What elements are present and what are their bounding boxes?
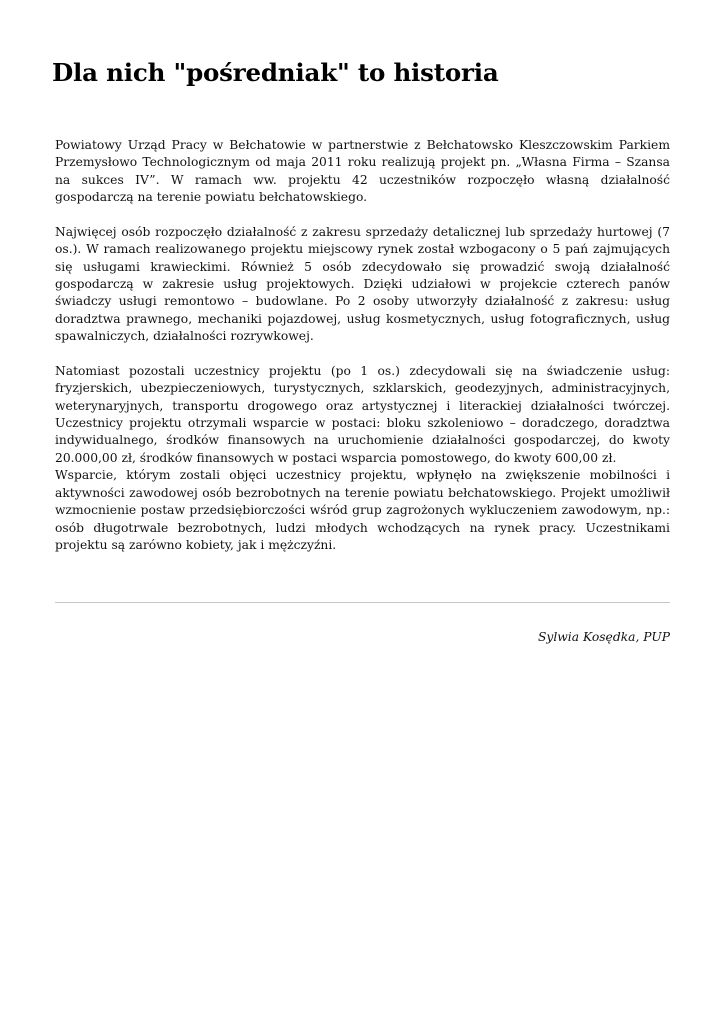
article-paragraph-1: Powiatowy Urząd Pracy w Bełchatowie w partnerstwie z Bełchatowsko Kleszczowskim Parkiem Przemysłowo Technologicznym od maja 2011 roku realizują projekt pn. „Własna Firma – Szansa na sukces IV”. W ramach ww. projektu 42 uczestników rozpoczęło własną działalność gospodarczą na terenie powiatu bełchatowskiego. [55, 138, 670, 205]
author-signature: Sylwia Kosędka, PUP [537, 630, 670, 644]
article-paragraph-3: Natomiast pozostali uczestnicy projektu (po 1 os.) zdecydowali się na świadczenie usług: fryzjerskich, ubezpieczeniowych, turystycznych, szklarskich, geodezyjnych, administracyjnych, weterynaryjnych, transportu drogowego oraz artystycznej i literackiej działalności twórczej. Uczestnicy projektu otrzymali wsparcie w postaci: bloku szkoleniowo – doradczego, doradztwa indywidualnego, środków finansowych na uruchomienie działalności gospodarczej, do kwoty 20.000,00 zł, środków finansowych w postaci wsparcia pomostowego, do kwoty 600,00 zł. [55, 363, 670, 465]
article-body [55, 137, 670, 572]
divider-line [55, 602, 670, 603]
article-paragraph-4: Wsparcie, którym zostali objęci uczestnicy projektu, wpłynęło na zwiększenie mobilności i aktywności zawodowej osób bezrobotnych na terenie powiatu bełchatowskiego. Projekt umożliwił wzmocnienie postaw przedsiębiorczości wśród grup zagrożonych wykluczeniem zawodowym, np.: osób długotrwale bezrobotnych, ludzi młodych wchodzących na rynek pracy. Uczestnikami projektu są zarówno kobiety, jak i mężczyźni. [55, 468, 670, 552]
article-title: Dla nich "pośredniak" to historia [52, 58, 499, 87]
article-paragraph-2: Najwięcej osób rozpoczęło działalność z zakresu sprzedaży detalicznej lub sprzedaży hurtowej (7 os.). W ramach realizowanego projektu miejscowy rynek został wzbogacony o 5 pań zajmujących się usługami krawieckimi. Również 5 osób zdecydowało się prowadzić swoją działalność gospodarczą w zakresie usług projektowych. Dzięki udziałowi w projekcie czterech panów świadczy usługi remontowo – budowlane. Po 2 osoby utworzyły działalność z zakresu: usług doradztwa prawnego, mechaniki pojazdowej, usług kosmetycznych, usług fotograficznych, usług spawalniczych, działalności rozrywkowej. [55, 224, 670, 344]
